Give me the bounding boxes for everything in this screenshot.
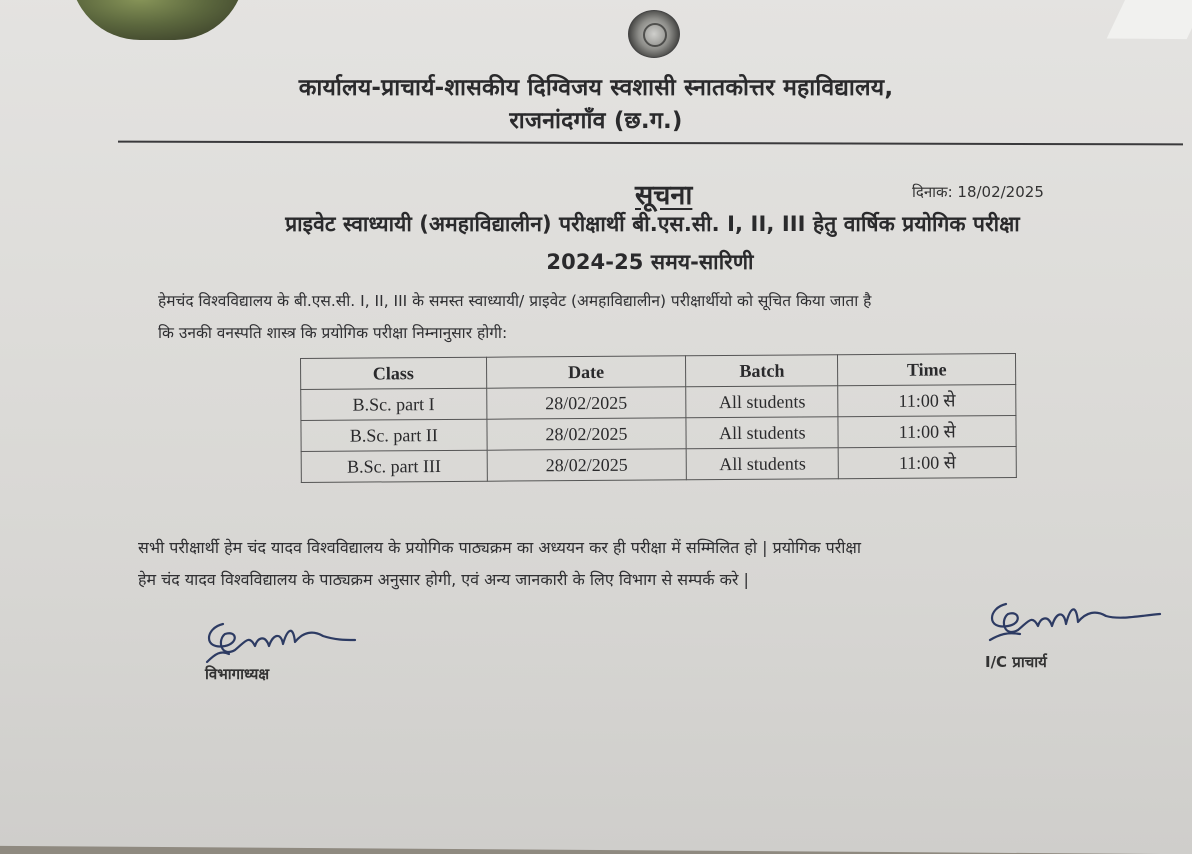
table-row	[301, 416, 1016, 452]
footer-line2: हेम चंद यादव विश्वविद्यालय के पाठ्यक्रम अनुसार होगी, एवं अन्य जानकारी के लिए विभाग से सम्पर्क करे |	[138, 570, 749, 589]
paper-corner	[1107, 0, 1192, 39]
schedule-table	[300, 353, 1017, 483]
header-date: Date	[486, 356, 686, 388]
cell-class: B.Sc. part I	[301, 388, 487, 420]
table-row	[301, 385, 1016, 421]
notice-heading: सूचना	[635, 180, 693, 211]
cell-batch: All students	[686, 448, 838, 480]
cell-time: 11:00 से	[839, 447, 1017, 479]
hod-signature	[195, 610, 375, 670]
principal-signature	[980, 592, 1170, 652]
intro-line2: कि उनकी वनस्पति शास्त्र कि प्रयोगिक परीक्षा निम्नानुसार होगी:	[158, 324, 508, 342]
header-batch: Batch	[686, 355, 838, 387]
intro-line1: हेमचंद विश्वविद्यालय के बी.एस.सी. I, II, III के समस्त स्वाध्यायी/ प्राइवेट (अमहाविद्यालीन) परीक्षार्थीयो को सूचित किया जाता है	[158, 292, 872, 310]
notice-subtitle-line2: 2024-25 समय-सारिणी	[546, 250, 754, 274]
office-header-line2: राजनांदगाँव (छ.ग.)	[509, 108, 683, 134]
table-header-row	[301, 354, 1016, 390]
cell-batch: All students	[686, 386, 838, 418]
cell-date: 28/02/2025	[486, 418, 686, 450]
cell-batch: All students	[686, 417, 838, 449]
principal-label: I/C प्राचार्य	[985, 653, 1047, 671]
office-header-line1: कार्यालय-प्राचार्य-शासकीय दिग्विजय स्वशासी स्नातकोत्तर महाविद्यालय,	[298, 75, 894, 101]
cell-date: 28/02/2025	[486, 387, 686, 419]
table-row	[301, 447, 1016, 483]
cell-time: 11:00 से	[838, 416, 1016, 448]
footer-line1: सभी परीक्षार्थी हेम चंद यादव विश्वविद्यालय के प्रयोगिक पाठ्यक्रम का अध्ययन कर ही परीक्षा में सम्मिलित हो | प्रयोगिक परीक्षा	[138, 538, 862, 557]
notice-date: दिनाक: 18/02/2025	[912, 183, 1044, 201]
cell-class: B.Sc. part III	[301, 450, 487, 482]
notice-subtitle-line1: प्राइवेट स्वाध्यायी (अमहाविद्यालीन) परीक्षार्थी बी.एस.सी. I, II, III हेतु वार्षिक प्रयोगिक परीक्षा	[285, 212, 1020, 236]
cell-time: 11:00 से	[838, 385, 1016, 417]
header-class: Class	[301, 357, 487, 389]
college-seal-icon	[628, 10, 680, 58]
hod-label: विभागाध्यक्ष	[205, 665, 270, 683]
cell-date: 28/02/2025	[487, 449, 687, 481]
header-time: Time	[838, 354, 1016, 386]
cell-class: B.Sc. part II	[301, 419, 487, 451]
